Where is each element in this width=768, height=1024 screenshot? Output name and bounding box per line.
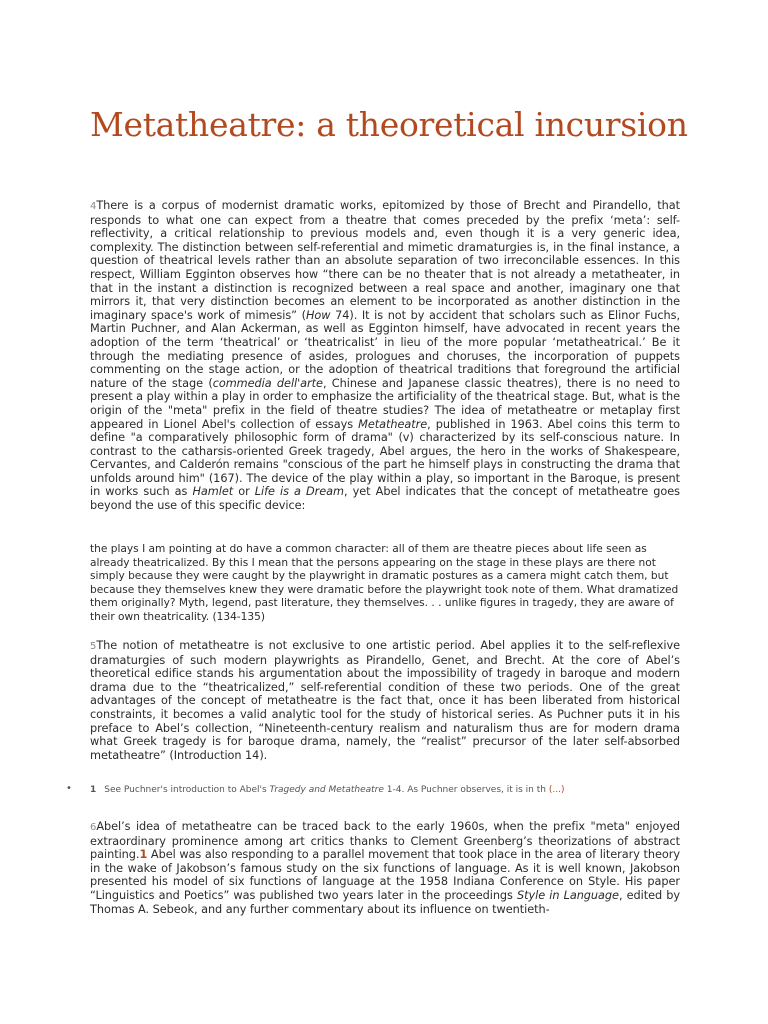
italic-text: Life is a Dream (254, 485, 344, 499)
bullet-icon: • (66, 783, 72, 794)
footnote-text: See Puchner's introduction to Abel's (104, 785, 270, 795)
paragraph-text: Abel’s idea of metatheatre can be traced back to the early 1960s, when the prefix "meta" enjoyed extraordinary prominence among art critics thanks to Clement Greenberg’s theorizations of abstract painting. (90, 820, 680, 862)
paragraph-text: The notion of metatheatre is not exclusive to one artistic period. Abel applies it to the self-reflexive dramaturgies of such modern playwrights as Pirandello, Genet, and Brecht. At the core of Abel’s theoretical edifice stands his argumentation about the impossibility of tragedy in baroque and modern drama due to the “theatricalized,” self-referential condition of these two periods. One of the great advantages of the concept of metatheatre is the fact that, once it has been liberated from historical constraints, it becomes a valid analytic tool for the study of historical series. As Puchner puts it in his preface to Abel’s collection, “Nineteenth-century realism and naturalism thus are for modern drama what Greek tragedy is for baroque drama, namely, the “realist” precursor of the later self-absorbed metatheatre” (Introduction 14). (90, 639, 680, 762)
paragraph-number[interactable]: 4 (90, 201, 97, 212)
paragraph-number[interactable]: 6 (90, 822, 97, 833)
italic-text: Style in Language (517, 888, 619, 902)
article-title: Metatheatre: a theoretical incursion (90, 105, 688, 144)
paragraph-text: 74). It is not by accident that scholars such as Elinor Fuchs, Martin Puchner, and Alan Ackerman, as well as Egginton himself, have advocated in recent years the adoption of the term ‘theatrical’ or ‘theatricalist’ in lieu of the more popular ‘metatheatrical.’ Be it through the mediating presence of asides, prologues and choruses, the incorporation of puppets commenting on the stage action, or the adoption of theatrical traditions that foreground the artificial nature of the stage ( (90, 308, 680, 390)
read-more-link[interactable]: (...) (548, 785, 565, 795)
footnote-number[interactable]: 1 (90, 785, 97, 795)
footnote-text: 1-4. As Puchner observes, it is in th (383, 785, 549, 795)
paragraph-5 (90, 639, 680, 762)
italic-text: commedia dell'arte (212, 376, 323, 390)
paragraph-text: , yet Abel indicates that the concept of metatheatre goes beyond the use of this specific device: (90, 485, 680, 513)
italic-text: Metatheatre (358, 417, 428, 431)
italic-text: Hamlet (192, 485, 234, 499)
paragraph-text: , edited by Thomas A. Sebeok, and any further commentary about its influence on twentieth- (90, 888, 680, 916)
paragraph-text: , Chinese and Japanese classic theatres), there is no need to present a play within a play in order to emphasize the artificiality of the theatrical stage. But, what is the origin of the "meta" prefix in the field of theatre studies? The idea of metatheatre or metaplay first appeared in Lionel Abel's collection of essays (90, 376, 681, 431)
block-quote: the plays I am pointing at do have a common character: all of them are theatre pieces about life seen as already theatricalized. By this I mean that the persons appearing on the stage in these plays are there not simply because they were caught by the playwright in dramatic postures as a camera might catch them, but because they themselves knew they were dramatic before the playwright took note of them. What dramatized them originally? Myth, legend, past literature, they themselves. . . unlike figures in tragedy, they are aware of their own theatricality. (134-135) (90, 543, 679, 623)
italic-text: Tragedy and Metatheatre (269, 785, 384, 795)
paragraph-4 (90, 199, 680, 513)
paragraph-text: , published in 1963. Abel coins this term to define "a comparatively philosophic form of drama" (v) characterized by its self-conscious nature. In contrast to the catharsis-oriented Greek tragedy, Abel argues, the hero in the works of Shakespeare, Cervantes, and Calderón remains "conscious of the part he himself plays in constructing the drama that unfolds around him" (167). The device of the play within a play, so important in the Baroque, is present in works such as (90, 417, 680, 499)
paragraph-number[interactable]: 5 (90, 641, 97, 652)
footnote-ref[interactable]: 1 (139, 848, 148, 862)
paragraph-text: or (233, 485, 255, 499)
paragraph-text: There is a corpus of modernist dramatic works, epitomized by those of Brecht and Pirandello, that responds to what one can expect from a theatre that comes preceded by the prefix ‘meta’: self-reflectivity, a critical relationship to previous models and, even though it is a very generic idea, complexity. The distinction between self-referential and mimetic dramaturgies is, in the final instance, a question of theatrical levels rather than an absolute separation of two irreconcilable essences. In this respect, William Egginton observes how “there can be no theater that is not already a metatheater, in that in the instant a distinction is recognized between a real space and another, imaginary one that mirrors it, that very distinction becomes an element to be incorporated as another distinction in the imaginary space's work of mimesis” ( (90, 199, 680, 322)
paragraph-6 (90, 820, 680, 916)
footnote (66, 784, 626, 796)
italic-text: How (305, 308, 331, 322)
paragraph-text: Abel was also responding to a parallel movement that took place in the area of literary theory in the wake of Jakobson’s famous study on the six functions of language. As it is well known, Jakobson presented his model of six functions of language at the 1958 Indiana Conference on Style. His paper “Linguistics and Poetics” was published two years later in the proceedings (90, 848, 680, 902)
